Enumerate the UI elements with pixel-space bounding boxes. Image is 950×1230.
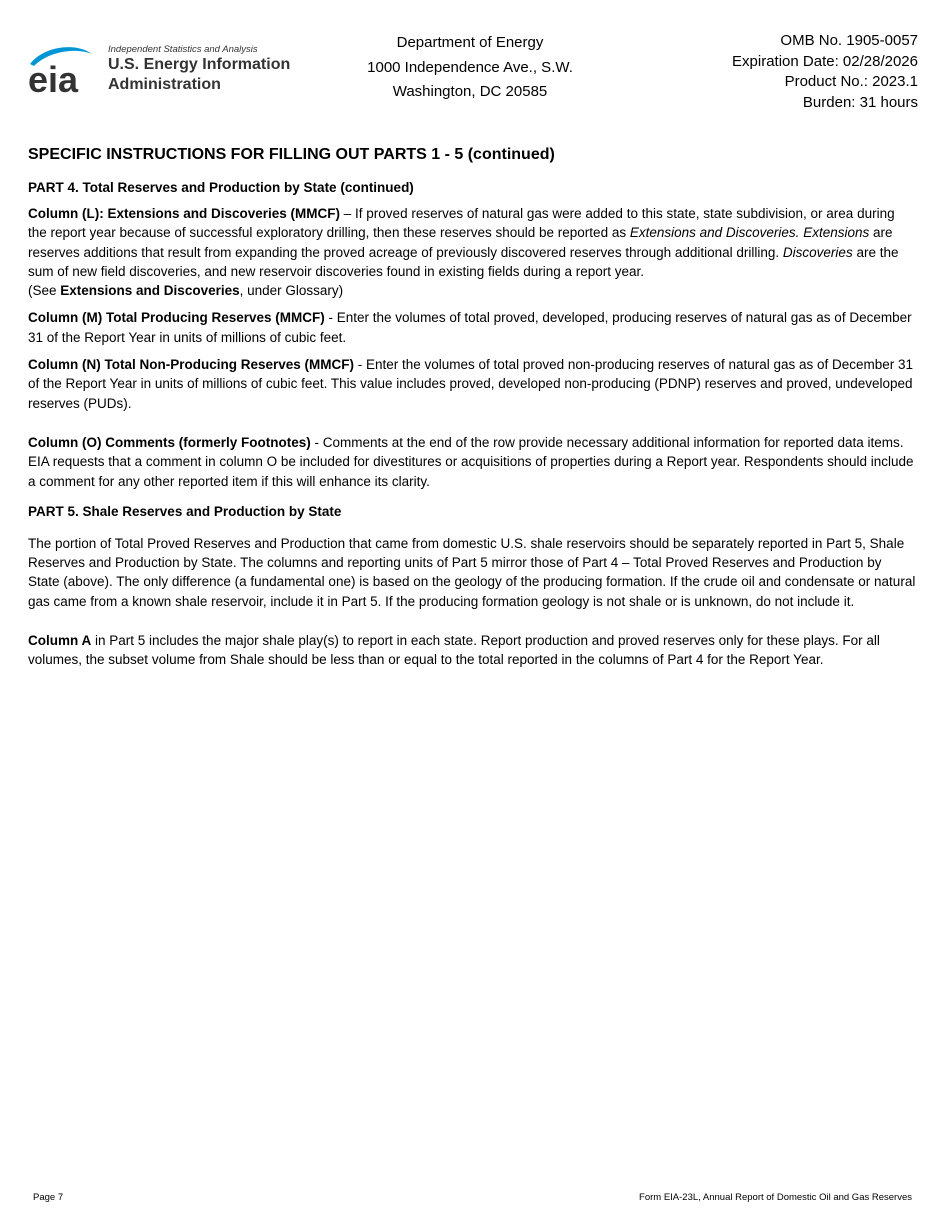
column-l-paragraph: Column (L): Extensions and Discoveries (MMCF) – If proved reserves of natural gas were added to this state, state subdivision, or area during the report year because of successful exploratory drilling, then these reserves should be reported as Extensions and Discoveries. Extensions are reserves additions that result from expanding the proved acreage of previously discovered reserves through additional drilling. Discoveries are the sum of new field discoveries, and new reservoir discoveries found in existing fields during a report year. (See Extensions and Discoveries, under Glossary) [28,206,899,299]
column-n-paragraph: Column (N) Total Non-Producing Reserves (MMCF) - Enter the volumes of total proved non-producing reserves of natural gas as of December 31 of the Report Year in units of millions of cubic feet. This value includes proved, developed non-producing (PDNP) reserves and proved, undeveloped reserves (PUDs). [28,357,914,411]
omb-number: OMB No. 1905-0057 [780,32,918,49]
instructions-body [28,146,916,670]
address-line1: Department of Energy [396,34,544,51]
omb-product: Product No.: 2023.1 [784,73,918,91]
column-o-label: Column (O) Comments (formerly Footnotes) [28,434,311,450]
logo-name-line1: U.S. Energy Information [108,56,291,73]
address-line2: 1000 Independence Ave., S.W. [367,58,573,76]
column-m-paragraph: Column (M) Total Producing Reserves (MMCF) - Enter the volumes of total proved, developed, producing reserves of natural gas as of December 31 of the Report Year in units of millions of cubic feet. [28,310,912,345]
address-line3: Washington, DC 20585 [392,83,548,100]
column-a-label: Column A [28,633,92,649]
page-title: SPECIFIC INSTRUCTIONS FOR FILLING OUT PARTS 1 - 5 (continued) [28,146,555,163]
part4-heading: PART 4. Total Reserves and Production by State (continued) [28,180,414,195]
agency-address [340,31,600,105]
page-number: Page 7 [33,1192,64,1203]
column-m-label: Column (M) Total Producing Reserves (MMCF) [28,310,325,326]
eia-logo-mark [26,42,106,98]
column-n-label: Column (N) Total Non-Producing Reserves (MMCF) [28,357,354,373]
omb-burden: Burden: 31 hours [802,94,918,112]
form-title: Form EIA-23L, Annual Report of Domestic Oil and Gas Reserves [639,1192,912,1203]
part5-heading: PART 5. Shale Reserves and Production by State [28,503,342,519]
omb-expiration: Expiration Date: 02/28/2026 [732,52,918,70]
eia-logo [26,42,316,98]
logo-name-line2: Administration [108,76,221,93]
column-a-paragraph: Column A in Part 5 includes the major shale play(s) to report in each state. Report production and proved reserves only for these plays. For all volumes, the subset volume from Shale should be less than or equal to the total reported in the columns of Part 4 for the Report Year. [28,633,880,668]
part5-paragraph: The portion of Total Proved Reserves and Production that came from domestic U.S. shale reservoirs should be separately reported in Part 5, Shale Reserves and Production by State. The columns and reporting units of Part 5 mirror those of Part 4 – Total Proved Reserves and Production by State (above). The only difference (a fundamental one) is based on the geology of the producing formation. If the crude oil and condensate or natural gas came from a known shale reservoir, include it in Part 5. If the producing formation geology is not shale or is unknown, do not include it. [28,535,916,609]
logo-tagline: Independent Statistics and Analysis [108,44,258,55]
eia-logo-brand: eia [28,59,79,98]
omb-info [732,31,918,114]
page-header [0,0,950,130]
column-l-label: Column (L): Extensions and Discoveries (MMCF) [28,206,341,221]
column-o-paragraph: Column (O) Comments (formerly Footnotes) - Comments at the end of the row provide necessary additional information for reported data items. EIA requests that a comment in column O be included for divestitures or acquisitions of properties during a Report year. Respondents should include a comment for any other reported item if this will enhance its clarity. [28,434,914,489]
